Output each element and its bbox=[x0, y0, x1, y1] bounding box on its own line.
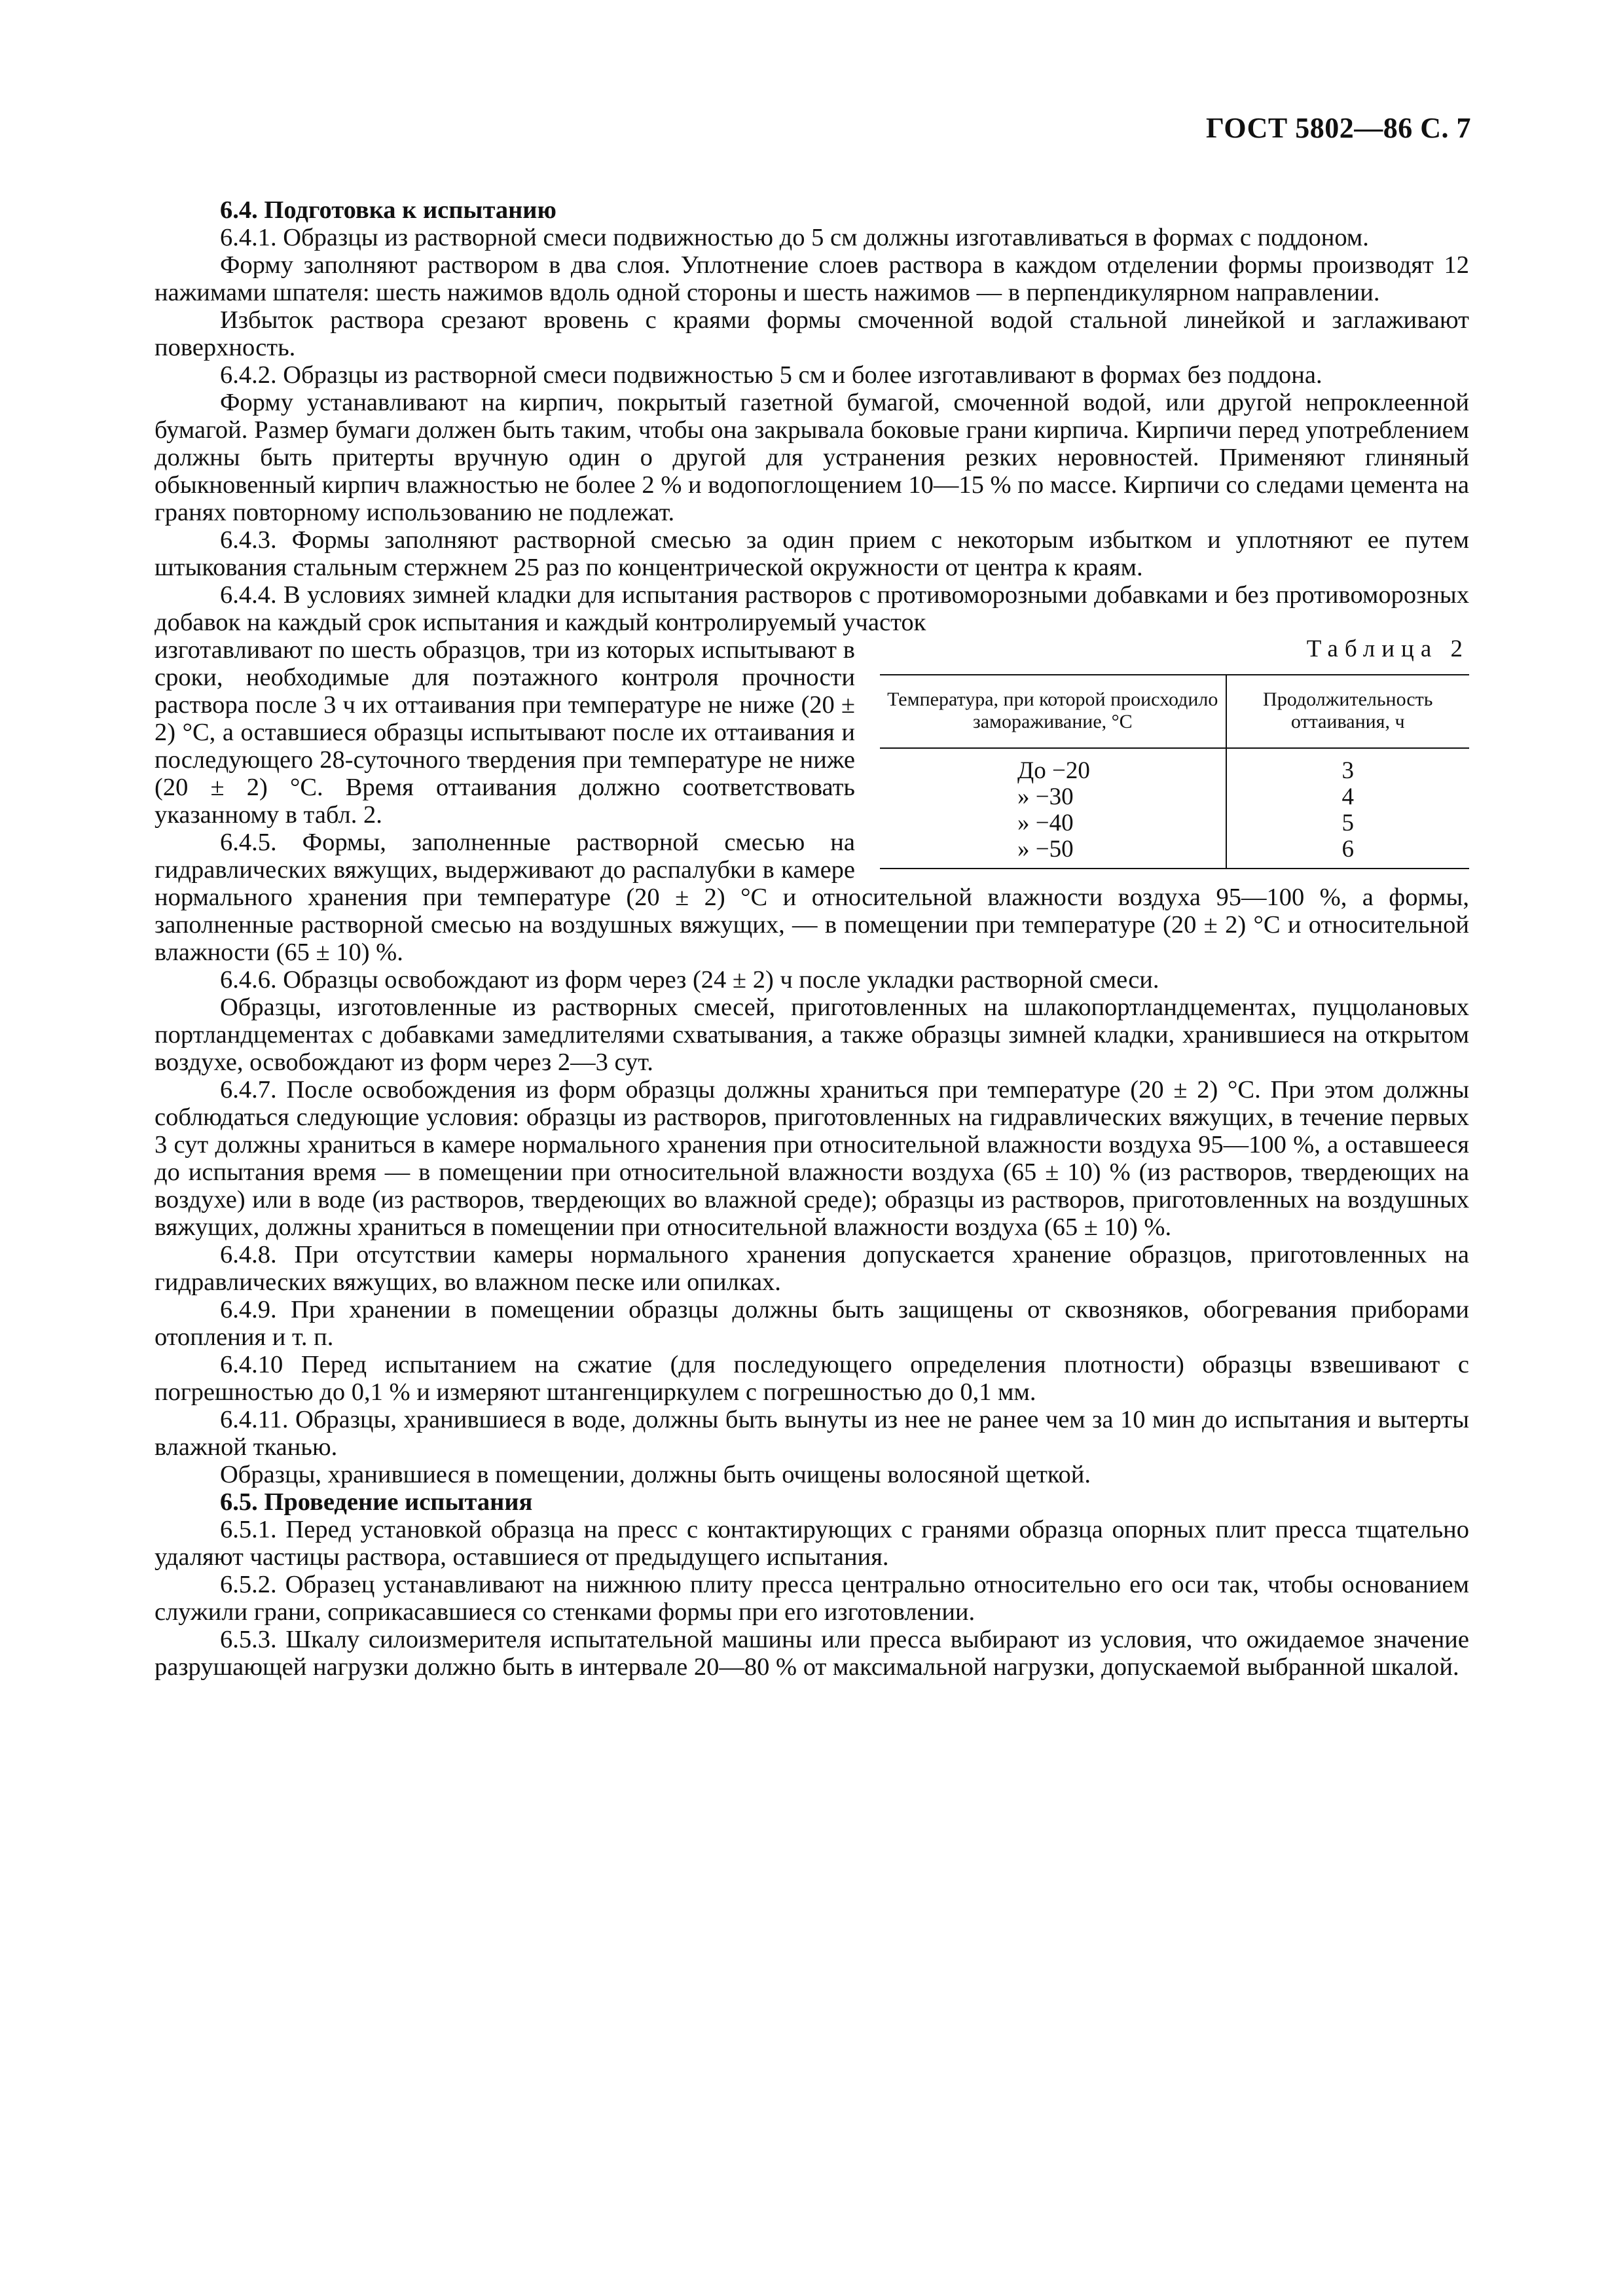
table-cell-duration: 6 bbox=[1226, 836, 1469, 869]
table-row bbox=[880, 836, 1469, 869]
paragraph: 6.5.1. Перед установкой образца на пресс с контактирующих с гранями образца опорных плит пресса тщательно удаляют частицы раствора, оставшиеся от предыдущего испытания. bbox=[155, 1516, 1469, 1571]
paragraph-6-4-5: 6.4.5. Формы, заполненные растворной смесью на гидравлических вяжущих, выдерживают до распалубки в камере нормального хранения при температуре (20 ± 2) °С и относительной влажности воздуха 95—100 %, а формы, заполненные растворной смесью на воздушных вяжущих, — в помещении при температуре (20 ± 2) °С и относительной влажности (65 ± 10) %. bbox=[155, 829, 1469, 966]
table-cell-temperature: До −20 bbox=[1017, 757, 1090, 784]
table-cell-temperature: » −30 bbox=[1017, 783, 1074, 810]
paragraph: 6.4.8. При отсутствии камеры нормального хранения допускается хранение образцов, приготовленных на гидравлических вяжущих, во влажном песке или опилках. bbox=[155, 1241, 1469, 1296]
paragraph: 6.4.3. Формы заполняют растворной смесью за один прием с некоторым избытком и уплотняют ее путем штыкования стальным стержнем 25 раз по концентрической окружности от центра к краям. bbox=[155, 526, 1469, 581]
paragraph: 6.5.2. Образец устанавливают на нижнюю плиту пресса центрально относительно его оси так, чтобы основанием служили грани, соприкасавшиеся со стенками формы при его изготовлении. bbox=[155, 1571, 1469, 1626]
table-row bbox=[880, 810, 1469, 836]
table-header-duration: Продолжительность оттаивания, ч bbox=[1226, 675, 1469, 748]
table-wrap-section bbox=[155, 636, 1469, 966]
paragraph: 6.4.7. После освобождения из форм образцы должны храниться при температуре (20 ± 2) °С. При этом должны соблюдаться следующие условия: образцы из растворов, приготовленных на гидравлических вяжущих, в течение первых 3 сут должны храниться в камере нормального хранения при относительной влажности воздуха 95—100 %, а оставшееся до испытания время — в помещении при относительной влажности воздуха (65 ± 10) % (из растворов, твердеющих на воздухе) или в воде (из растворов, твердеющих во влажной среде); образцы из растворов, приготовленных на воздушных вяжущих, должны храниться в помещении при относительной влажности воздуха (65 ± 10) %. bbox=[155, 1076, 1469, 1241]
table-cell-temperature: » −40 bbox=[1017, 810, 1074, 836]
paragraph: Образцы, хранившиеся в помещении, должны быть очищены волосяной щеткой. bbox=[220, 1461, 1091, 1488]
paragraph-6-4-4-continued: изготавливают по шесть образцов, три из которых испытывают в сроки, необходимые для поэтажного контроля прочности раствора после 3 ч их оттаивания при температуре не ниже (20 ± 2) °С, а оставшиеся образцы испытывают после их оттаивания и последующего 28-суточного твердения при температуре не ниже (20 ± 2) °С. Время оттаивания должно соответствовать указанному в табл. 2. bbox=[155, 636, 855, 829]
paragraph: 6.4.6. Образцы освобождают из форм через (24 ± 2) ч после укладки растворной смеси. bbox=[220, 966, 1159, 994]
document-body bbox=[155, 196, 1469, 1681]
page-header: ГОСТ 5802—86 С. 7 bbox=[1205, 112, 1471, 144]
table-cell-duration: 4 bbox=[1226, 784, 1469, 810]
section-heading: 6.4. Подготовка к испытанию bbox=[220, 196, 556, 224]
section-before-table bbox=[155, 196, 1469, 636]
section-heading: 6.5. Проведение испытания bbox=[220, 1488, 533, 1516]
table-cell-duration: 3 bbox=[1226, 748, 1469, 784]
paragraph: Избыток раствора срезают вровень с краями формы смоченной водой стальной линейкой и заглаживают поверхность. bbox=[155, 306, 1469, 361]
table-2 bbox=[880, 636, 1469, 869]
table-row bbox=[880, 748, 1469, 784]
paragraph: 6.4.1. Образцы из растворной смеси подвижностью до 5 см должны изготавливаться в формах с поддоном. bbox=[220, 224, 1369, 251]
paragraph: 6.4.4. В условиях зимней кладки для испытания растворов с противоморозными добавками и без противоморозных добавок на каждый срок испытания и каждый контролируемый участок bbox=[155, 581, 1469, 636]
table-header-temperature: Температура, при которой происходило замораживание, °С bbox=[880, 675, 1226, 748]
paragraph: 6.4.9. При хранении в помещении образцы должны быть защищены от сквозняков, обогревания приборами отопления и т. п. bbox=[155, 1296, 1469, 1351]
table-cell-duration: 5 bbox=[1226, 810, 1469, 836]
table-row bbox=[880, 784, 1469, 810]
table-caption: Таблица 2 bbox=[1306, 636, 1469, 662]
thaw-table bbox=[880, 674, 1469, 869]
paragraph: 6.4.10 Перед испытанием на сжатие (для последующего определения плотности) образцы взвешивают с погрешностью до 0,1 % и измеряют штангенциркулем с погрешностью до 0,1 мм. bbox=[155, 1351, 1469, 1406]
paragraph: 6.4.11. Образцы, хранившиеся в воде, должны быть вынуты из нее не ранее чем за 10 мин до испытания и вытерты влажной тканью. bbox=[155, 1406, 1469, 1461]
table-cell-temperature: » −50 bbox=[880, 836, 1226, 869]
paragraph: 6.5.3. Шкалу силоизмерителя испытательной машины или пресса выбирают из условия, что ожидаемое значение разрушающей нагрузки должно быть в интервале 20—80 % от максимальной нагрузки, допускаемой выбранной шкалой. bbox=[155, 1626, 1469, 1681]
paragraph: Форму заполняют раствором в два слоя. Уплотнение слоев раствора в каждом отделении формы производят 12 нажимами шпателя: шесть нажимов вдоль одной стороны и шесть нажимов — в перпендикулярном направлении. bbox=[155, 251, 1469, 306]
paragraph: 6.4.2. Образцы из растворной смеси подвижностью 5 см и более изготавливают в формах без поддона. bbox=[220, 361, 1322, 389]
paragraph: Образцы, изготовленные из растворных смесей, приготовленных на шлакопортландцементах, пуццолановых портландцементах с добавками замедлителями схватывания, а также образцы зимней кладки, хранившиеся на открытом воздухе, освобождают из форм через 2—3 сут. bbox=[155, 994, 1469, 1076]
section-after-table bbox=[155, 966, 1469, 1681]
paragraph: Форму устанавливают на кирпич, покрытый газетной бумагой, смоченной водой, или другой непроклеенной бумагой. Размер бумаги должен быть таким, чтобы она закрывала боковые грани кирпича. Кирпичи перед употреблением должны быть притерты вручную один о другой для устранения резких неровностей. Применяют глиняный обыкновенный кирпич влажностью не более 2 % и водопоглощением 10—15 % по массе. Кирпичи со следами цемента на гранях повторному использованию не подлежат. bbox=[155, 389, 1469, 526]
